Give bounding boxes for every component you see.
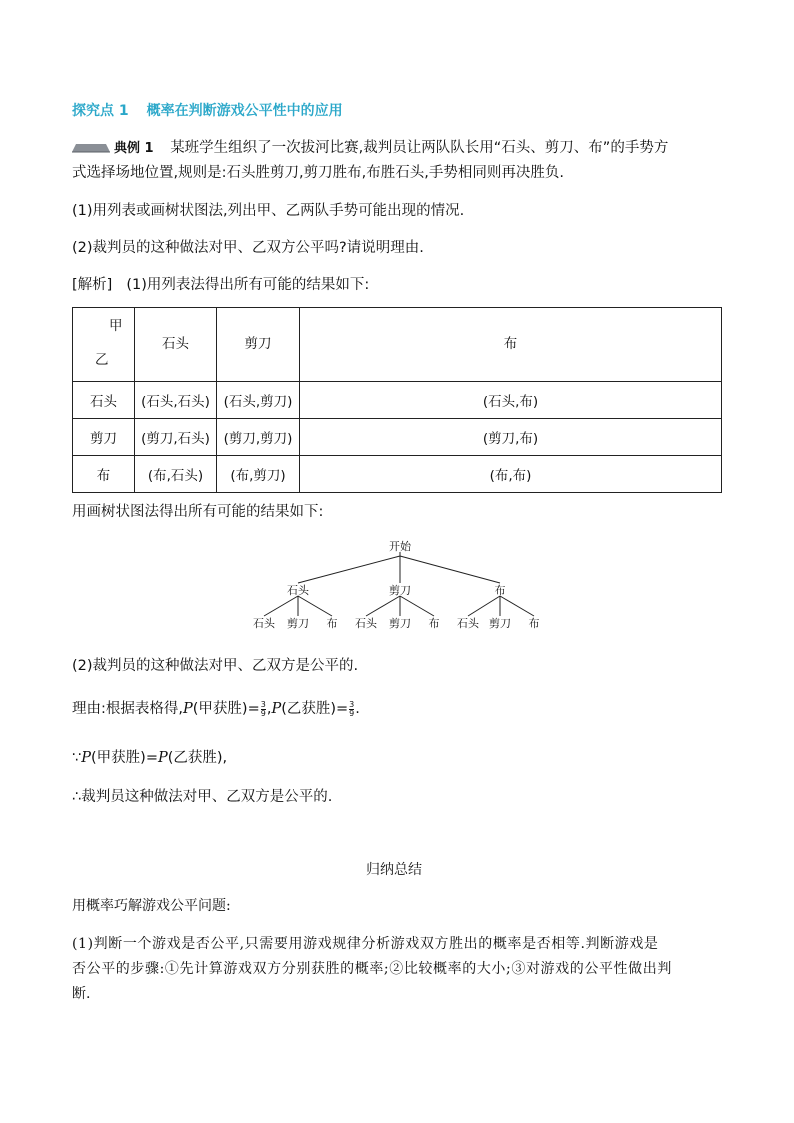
because-event-a: (甲获胜)= (91, 750, 158, 766)
section-number: 探究点 1 (72, 103, 129, 119)
col-header-cell: 剪刀 (217, 308, 300, 382)
corner-bottom-label: 乙 (95, 352, 109, 368)
conclusion: (2)裁判员的这种做法对甲、乙双方是公平的. (72, 658, 359, 674)
prob-symbol: P (271, 701, 282, 717)
corner-top-label: 甲 (109, 318, 123, 334)
fraction (349, 701, 354, 718)
therefore-text: 裁判员这种做法对甲、乙双方是公平的. (81, 789, 333, 805)
prob-symbol: P (157, 750, 168, 766)
reason-line (72, 697, 360, 718)
solution-intro (72, 273, 369, 294)
example-line-1 (72, 136, 668, 157)
reason-event-b: (乙获胜)= (281, 701, 349, 717)
tree-intro: 用画树状图法得出所有可能的结果如下: (72, 504, 324, 520)
summary-line-3: 断. (72, 986, 91, 1002)
table-cell: (石头,石头) (135, 382, 217, 419)
table-cell: (石头,布) (300, 382, 722, 419)
fraction (261, 701, 266, 718)
because-event-b: (乙获胜), (167, 750, 228, 766)
tree-level1-label: 石头 (287, 584, 309, 597)
table-row (73, 382, 722, 419)
example-line-2: 式选择场地位置,规则是:石头胜剪刀,剪刀胜布,布胜石头,手势相同则再决胜负. (72, 165, 564, 181)
tree-level1-label: 布 (494, 584, 506, 597)
example-marker-icon (72, 143, 110, 153)
tree-root-label: 开始 (389, 540, 411, 553)
reason-end: . (355, 701, 360, 717)
row-label-cell: 剪刀 (73, 419, 135, 456)
tree-leaf-label: 布 (428, 617, 440, 630)
table-cell: (剪刀,布) (300, 419, 722, 456)
tree-leaf-label: 布 (326, 617, 338, 630)
reason-prefix: 理由:根据表格得, (72, 701, 183, 717)
table-cell: (石头,剪刀) (217, 382, 300, 419)
section-title (72, 100, 343, 120)
table-header-row (73, 308, 722, 382)
summary-line-2: 否公平的步骤:①先计算游戏双方分别获胜的概率;②比较概率的大小;③对游戏的公平性做出判 (72, 961, 672, 977)
solution-intro-text: (1)用列表法得出所有可能的结果如下: (126, 277, 370, 293)
example-text-1: 某班学生组织了一次拔河比赛,裁判员让两队队长用“石头、剪刀、布”的手势方 (170, 140, 669, 156)
corner-diagonal-line (73, 308, 135, 382)
table-cell: (布,剪刀) (217, 456, 300, 493)
tree-level1-label: 剪刀 (389, 584, 411, 597)
summary-intro: 用概率巧解游戏公平问题: (72, 898, 231, 914)
example-tag: 典例 1 (114, 141, 154, 156)
col-header-cell: 石头 (135, 308, 217, 382)
outcome-table (72, 307, 722, 493)
question-1: (1)用列表或画树状图法,列出甲、乙两队手势可能出现的情况. (72, 203, 465, 219)
fraction-denominator: 9 (349, 708, 355, 718)
question-2: (2)裁判员的这种做法对甲、乙双方公平吗?请说明理由. (72, 240, 424, 256)
therefore-line (72, 785, 332, 806)
section-heading: 概率在判断游戏公平性中的应用 (146, 103, 343, 119)
reason-sep: , (266, 701, 272, 717)
tree-leaf-label: 剪刀 (389, 617, 411, 630)
table-cell: (布,石头) (135, 456, 217, 493)
solution-tag: [解析] (72, 277, 113, 293)
reason-event-a: (甲获胜)= (192, 701, 260, 717)
tree-leaf-label: 石头 (253, 617, 275, 630)
table-cell: (布,布) (300, 456, 722, 493)
table-corner-cell (73, 308, 135, 382)
summary-heading: 归纳总结 (366, 862, 422, 878)
fraction-denominator: 9 (260, 708, 266, 718)
col-header-cell: 布 (300, 308, 722, 382)
table-cell: (剪刀,石头) (135, 419, 217, 456)
tree-leaf-label: 石头 (457, 617, 479, 630)
therefore-symbol: ∴ (72, 789, 82, 805)
prob-symbol: P (81, 750, 91, 766)
because-symbol: ∵ (72, 750, 82, 766)
table-row (73, 456, 722, 493)
fraction-numerator: 3 (349, 699, 355, 709)
because-line (72, 746, 227, 767)
summary-line-1: (1)判断一个游戏是否公平,只需要用游戏规律分析游戏双方胜出的概率是否相等.判断游戏是 (72, 936, 659, 952)
table-cell: (剪刀,剪刀) (217, 419, 300, 456)
tree-leaf-label: 剪刀 (489, 617, 511, 630)
tree-leaf-label: 布 (528, 617, 540, 630)
fraction-numerator: 3 (260, 699, 266, 709)
prob-symbol: P (183, 701, 193, 717)
table-row (73, 419, 722, 456)
row-label-cell: 石头 (73, 382, 135, 419)
tree-diagram (240, 536, 560, 636)
tree-leaf-label: 剪刀 (287, 617, 309, 630)
row-label-cell: 布 (73, 456, 135, 493)
tree-leaf-label: 石头 (355, 617, 377, 630)
